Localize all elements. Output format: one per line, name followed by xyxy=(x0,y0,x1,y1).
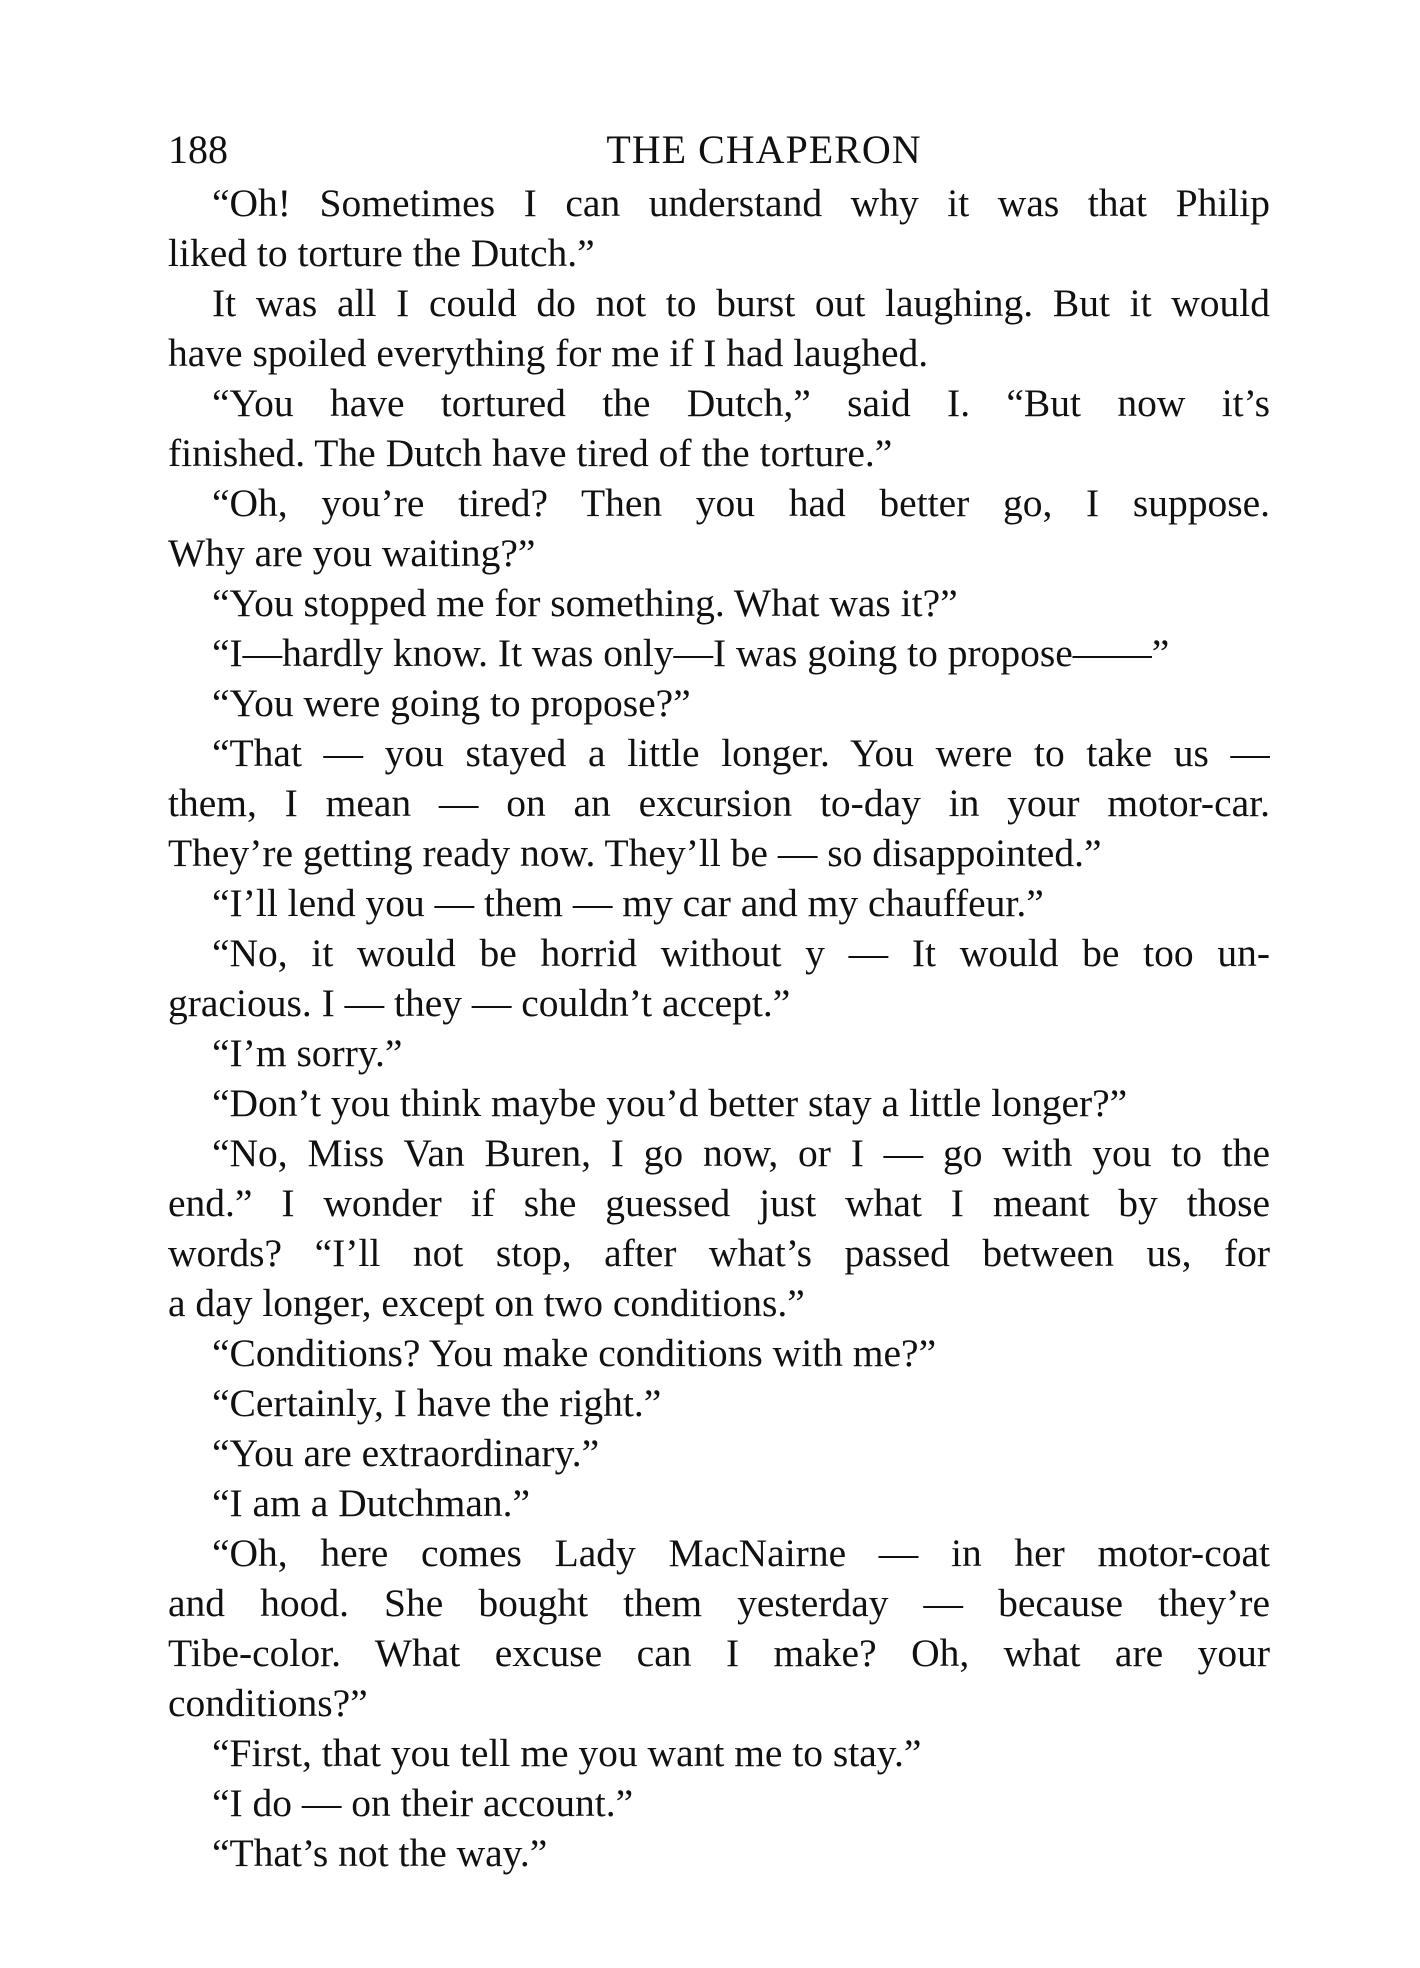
text-line: Why are you waiting?” xyxy=(168,531,536,575)
text-line: “Oh, you’re tired? Then you had better go, I suppose. xyxy=(212,481,1270,525)
running-title: THE CHAPERON xyxy=(606,127,922,172)
text-line: “No, it would be horrid without y — It would be too un- xyxy=(212,931,1270,975)
page-number: 188 xyxy=(168,127,228,172)
text-line: “Oh! Sometimes I can understand why it was that Philip xyxy=(212,181,1270,225)
text-line: “Conditions? You make conditions with me?” xyxy=(212,1331,937,1375)
text-line: “Oh, here comes Lady MacNairne — in her motor-coat xyxy=(212,1531,1270,1575)
text-line: and hood. She bought them yesterday — because they’re xyxy=(168,1581,1270,1625)
text-line: “I’m sorry.” xyxy=(212,1031,403,1075)
text-line: “No, Miss Van Buren, I go now, or I — go with you to the xyxy=(212,1131,1270,1175)
text-line: “That’s not the way.” xyxy=(212,1831,548,1875)
text-line: They’re getting ready now. They’ll be — so disappointed.” xyxy=(168,831,1102,875)
text-line: “Certainly, I have the right.” xyxy=(212,1381,662,1425)
text-line: “I—hardly know. It was only—I was going to propose——” xyxy=(212,631,1170,675)
text-line: “I do — on their account.” xyxy=(212,1781,634,1825)
text-line: “That — you stayed a little longer. You were to take us — xyxy=(212,731,1270,775)
body-text xyxy=(168,178,1270,1878)
text-line: “First, that you tell me you want me to stay.” xyxy=(212,1731,922,1775)
text-line: them, I mean — on an excursion to-day in your motor-car. xyxy=(168,781,1270,825)
page-header xyxy=(168,122,1270,178)
text-line: “I’ll lend you — them — my car and my chauffeur.” xyxy=(212,881,1044,925)
text-line: words? “I’ll not stop, after what’s passed between us, for xyxy=(168,1231,1270,1275)
text-line: have spoiled everything for me if I had laughed. xyxy=(168,331,929,375)
text-line: “You are extraordinary.” xyxy=(212,1431,600,1475)
text-line: finished. The Dutch have tired of the torture.” xyxy=(168,431,893,475)
text-line: “I am a Dutchman.” xyxy=(212,1481,531,1525)
text-line: “You stopped me for something. What was it?” xyxy=(212,581,958,625)
text-line: liked to torture the Dutch.” xyxy=(168,231,595,275)
text-line: a day longer, except on two conditions.” xyxy=(168,1281,805,1325)
text-line: Tibe-color. What excuse can I make? Oh, what are your xyxy=(168,1631,1270,1675)
text-line: “You were going to propose?” xyxy=(212,681,691,725)
text-line: “Don’t you think maybe you’d better stay a little longer?” xyxy=(212,1081,1128,1125)
text-line: end.” I wonder if she guessed just what I meant by those xyxy=(168,1181,1270,1225)
text-line: conditions?” xyxy=(168,1681,368,1725)
text-line: gracious. I — they — couldn’t accept.” xyxy=(168,981,791,1025)
text-line: It was all I could do not to burst out laughing. But it would xyxy=(212,281,1270,325)
text-line: “You have tortured the Dutch,” said I. “But now it’s xyxy=(212,381,1270,425)
